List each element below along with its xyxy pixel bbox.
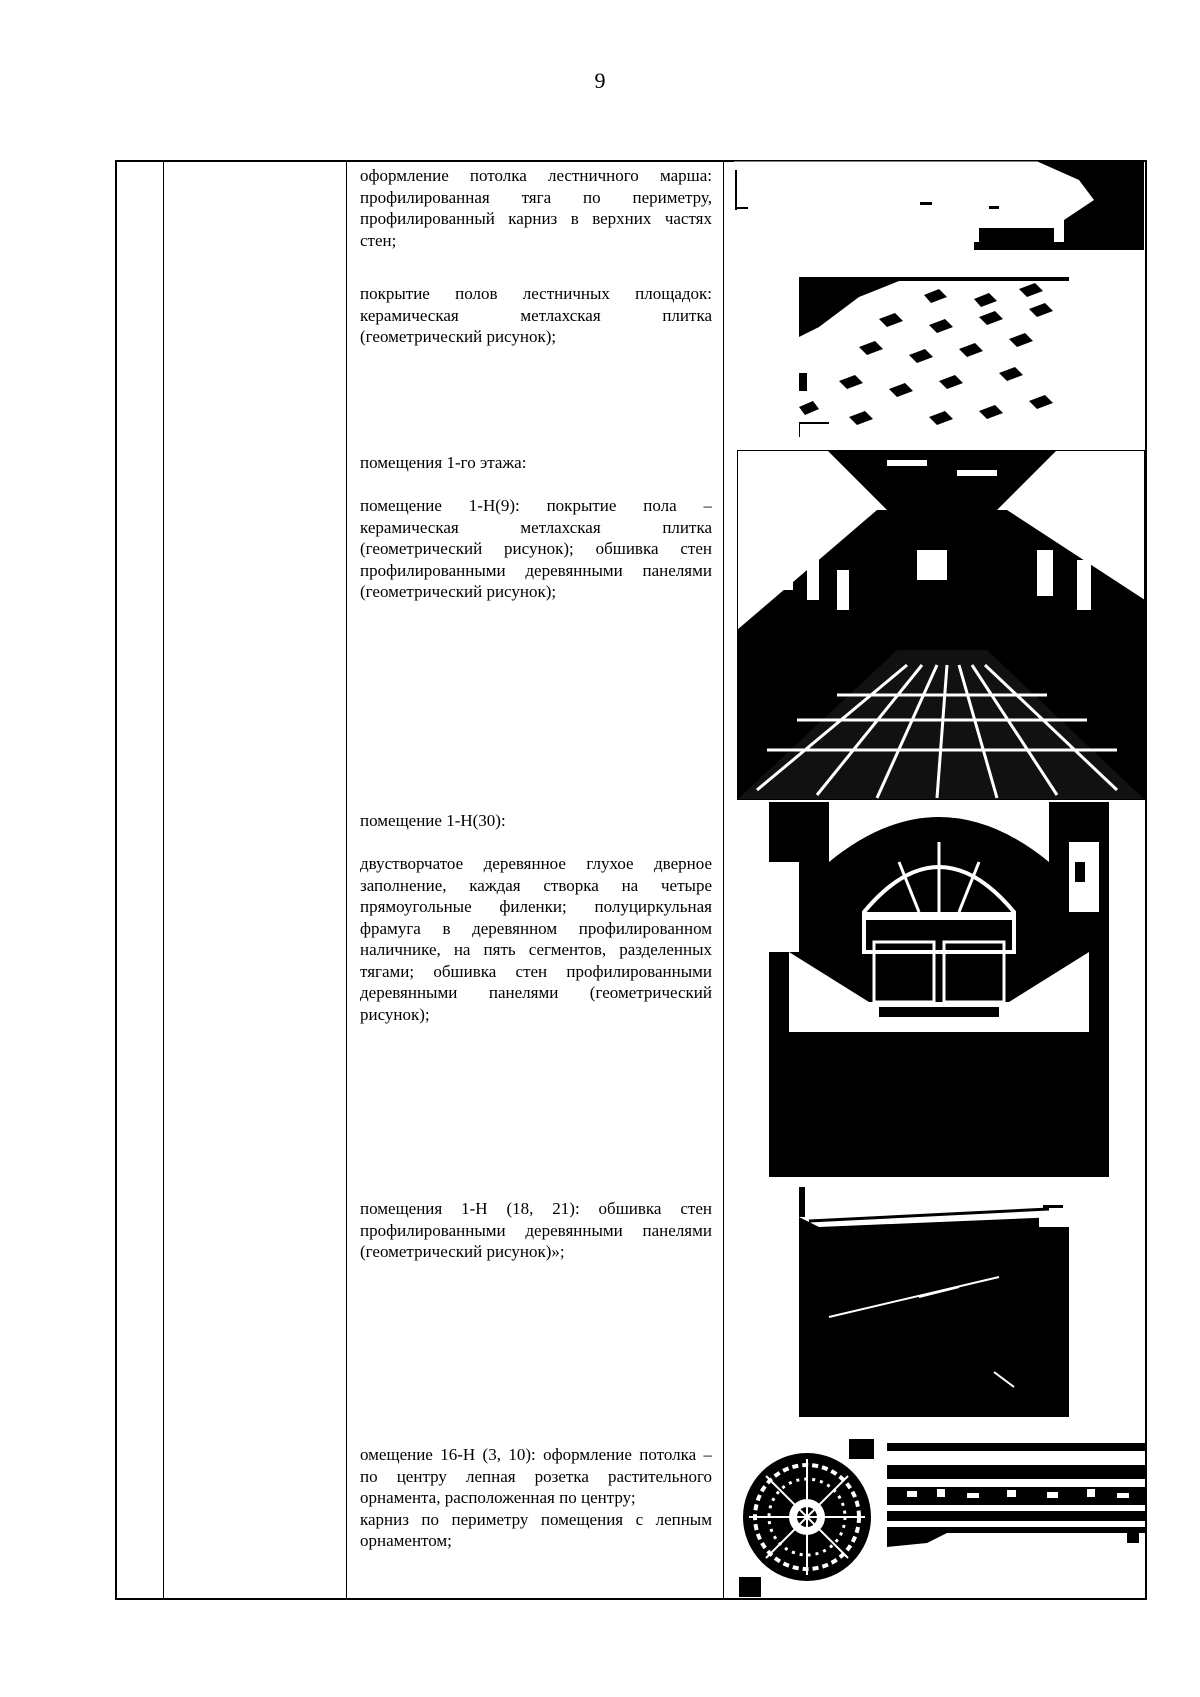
row-text: омещение 16-Н (3, 10): оформление потолка – по центру лепная розетка растительного орнамента, расположенная по центру; [360,1445,712,1507]
door-photo [769,802,1109,1177]
row-text: помещения 1-Н (18, 21): обшивка стен профилированными деревянными панелями (геометрический рисунок)»; [360,1199,712,1261]
table-row [360,810,712,1025]
table-row [360,1444,712,1552]
row-text: помещение 1-Н(9): покрытие пола – керамическая метлахская плитка (геометрический рисунок); обшивка стен профилированными деревянными панелями (геометрический рисунок); [360,496,712,601]
page-number: 9 [594,68,606,93]
protected-elements-table [115,160,1147,1600]
row-text: помещения 1-го этажа: [360,453,527,472]
table-row [360,452,712,603]
cornice-photo [887,1443,1145,1555]
corridor-photo [737,450,1145,800]
floor-tile-photo [799,277,1069,437]
ceiling-photo [734,160,1144,250]
row-text: карниз по периметру помещения с лепным орнаментом; [360,1509,712,1550]
row-text: оформление потолка лестничного марша: профилированная тяга по периметру, профилированный карниз в верхних частях стен; [360,166,712,250]
rosette-photo [739,1439,874,1597]
table-row [360,1198,712,1263]
row-text: помещение 1-Н(30): [360,811,506,830]
table-row [360,283,712,348]
column-divider [723,162,724,1598]
column-divider [346,162,347,1598]
table-row [360,165,712,251]
wall-panel-photo [799,1187,1069,1417]
row-text: двустворчатое деревянное глухое дверное заполнение, каждая створка на четыре прямоугольные филенки; полуциркульная фрамуга в деревянном профилированном наличнике, на пять сегментов, разделенных тягами; обшивка стен профилированными деревянными панелями (геометрический рисунок); [360,854,712,1024]
column-divider [163,162,164,1598]
row-text: покрытие полов лестничных площадок: керамическая метлахская плитка (геометрический рисунок); [360,284,712,346]
